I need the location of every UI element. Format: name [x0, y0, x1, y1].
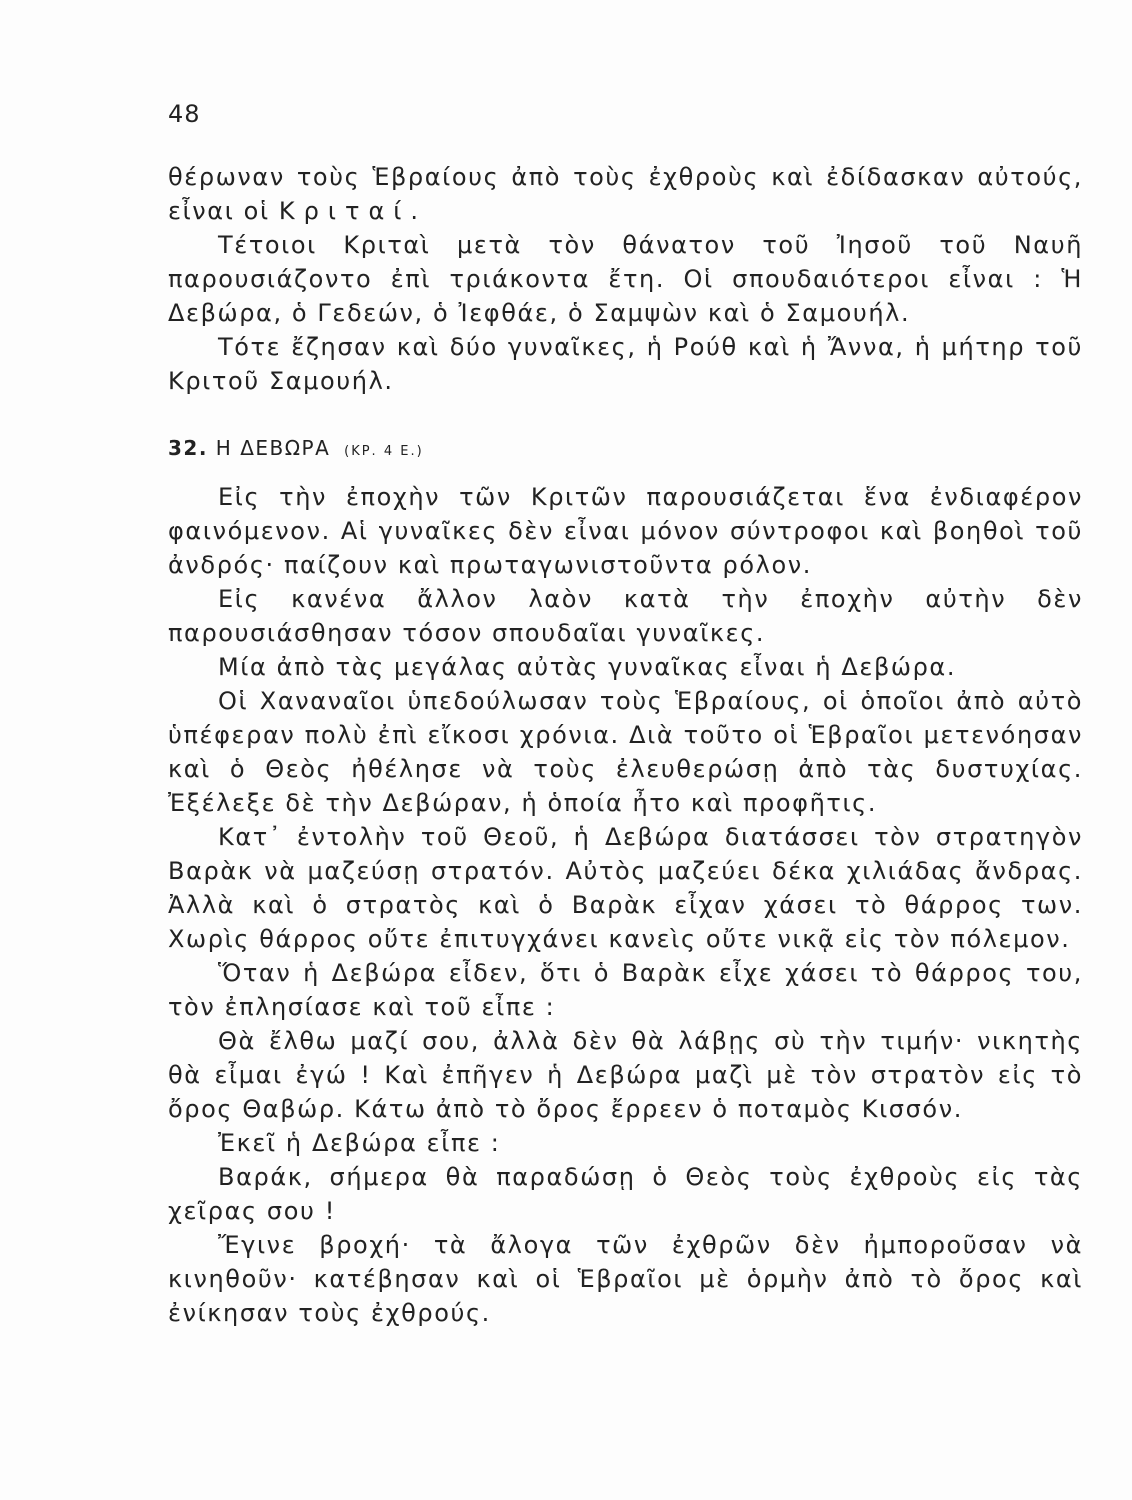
- section-number: 32.: [168, 436, 208, 460]
- body-paragraph: Ὅταν ἡ Δεβώρα εἶδεν, ὅτι ὁ Βαρὰκ εἶχε χάσει τὸ θάρρος του, τὸν ἐπλησίασε καὶ τοῦ εἶπε :: [168, 959, 1083, 1021]
- body-paragraph: Βαράκ, σήμερα θὰ παραδώσῃ ὁ Θεὸς τοὺς ἐχθροὺς εἰς τὰς χεῖρας σου !: [168, 1163, 1083, 1225]
- body-paragraph: Οἱ Χαναναῖοι ὑπεδούλωσαν τοὺς Ἑβραίους, οἱ ὁποῖοι ἀπὸ αὐτὸ ὑπέφεραν πολὺ ἐπὶ εἴκοσι χρόνια. Διὰ τοῦτο οἱ Ἑβραῖοι μετενόησαν καὶ ὁ Θεὸς ἠθέλησε νὰ τοὺς ἐλευθερώσῃ ἀπὸ τὰς δυστυχίας. Ἐξέλεξε δὲ τὴν Δεβώραν, ἡ ὁποία ἦτο καὶ προφῆτις.: [168, 687, 1083, 817]
- page-number: 48: [168, 100, 201, 128]
- body-paragraph: Κατ᾽ ἐντολὴν τοῦ Θεοῦ, ἡ Δεβώρα διατάσσει τὸν στρατηγὸν Βαρὰκ νὰ μαζεύσῃ στρατόν. Αὐτὸς μαζεύει δέκα χιλιάδας ἄνδρας. Ἀλλὰ καὶ ὁ στρατὸς καὶ ὁ Βαρὰκ εἶχαν χάσει τὸ θάρρος των. Χωρὶς θάρρος οὔτε ἐπιτυγχάνει κανεὶς οὔτε νικᾷ εἰς τὸν πόλεμον.: [168, 823, 1083, 953]
- intro-text-start: θέρωναν τοὺς Ἑβραίους ἀπὸ τοὺς ἐχθροὺς καὶ ἐδίδασκαν αὐτούς, εἶναι οἱ: [168, 163, 1083, 225]
- body-paragraph: Εἰς κανένα ἄλλον λαὸν κατὰ τὴν ἐποχὴν αὐτὴν δὲν παρουσιάσθησαν τόσον σπουδαῖαι γυναῖκες.: [168, 585, 1083, 647]
- section-body: [168, 480, 1083, 1330]
- emphasis-kritai: Κριταί: [278, 197, 411, 225]
- section-heading: [168, 436, 424, 460]
- intro-paragraph: [168, 160, 1083, 228]
- section-title: Η ΔΕΒΩΡΑ: [215, 436, 331, 460]
- body-paragraph: Ἐκεῖ ἡ Δεβώρα εἶπε :: [218, 1129, 501, 1157]
- body-paragraph: Ἔγινε βροχή· τὰ ἄλογα τῶν ἐχθρῶν δὲν ἠμποροῦσαν νὰ κινηθοῦν· κατέβησαν καὶ οἱ Ἑβραῖοι μὲ ὁρμὴν ἀπὸ τὸ ὄρος καὶ ἐνίκησαν τοὺς ἐχθρούς.: [168, 1231, 1083, 1327]
- body-paragraph: Θὰ ἔλθω μαζί σου, ἀλλὰ δὲν θὰ λάβῃς σὺ τὴν τιμήν· νικητὴς θὰ εἶμαι ἐγώ ! Καὶ ἐπῆγεν ἡ Δεβώρα μαζὶ μὲ τὸν στρατὸν εἰς τὸ ὄρος Θαβώρ. Κάτω ἀπὸ τὸ ὄρος ἔρρεεν ὁ ποταμὸς Κισσόν.: [168, 1027, 1083, 1123]
- body-paragraph: Μία ἀπὸ τὰς μεγάλας αὐτὰς γυναῖκας εἶναι ἡ Δεβώρα.: [218, 653, 957, 681]
- intro-text: [168, 160, 1083, 398]
- intro-paragraph: Τότε ἔζησαν καὶ δύο γυναῖκες, ἡ Ρούθ καὶ ἡ Ἄννα, ἡ μήτηρ τοῦ Κριτοῦ Σαμουήλ.: [168, 333, 1083, 395]
- body-paragraph: Εἰς τὴν ἐποχὴν τῶν Κριτῶν παρουσιάζεται ἕνα ἐνδιαφέρον φαινόμενον. Αἱ γυναῖκες δὲν εἶναι μόνον σύντροφοι καὶ βοηθοὶ τοῦ ἀνδρός· παίζουν καὶ πρωταγωνιστοῦντα ρόλον.: [168, 483, 1083, 579]
- section-reference: (ΚΡ. 4 Ε.): [344, 444, 424, 459]
- intro-paragraph: Τέτοιοι Κριταὶ μετὰ τὸν θάνατον τοῦ Ἰησοῦ τοῦ Ναυῆ παρουσιάζοντο ἐπὶ τριάκοντα ἔτη. Οἱ σπουδαιότεροι εἶναι : Ἡ Δεβώρα, ὁ Γεδεών, ὁ Ἰεφθάε, ὁ Σαμψὼν καὶ ὁ Σαμουήλ.: [168, 231, 1083, 327]
- intro-text-end: .: [410, 197, 420, 225]
